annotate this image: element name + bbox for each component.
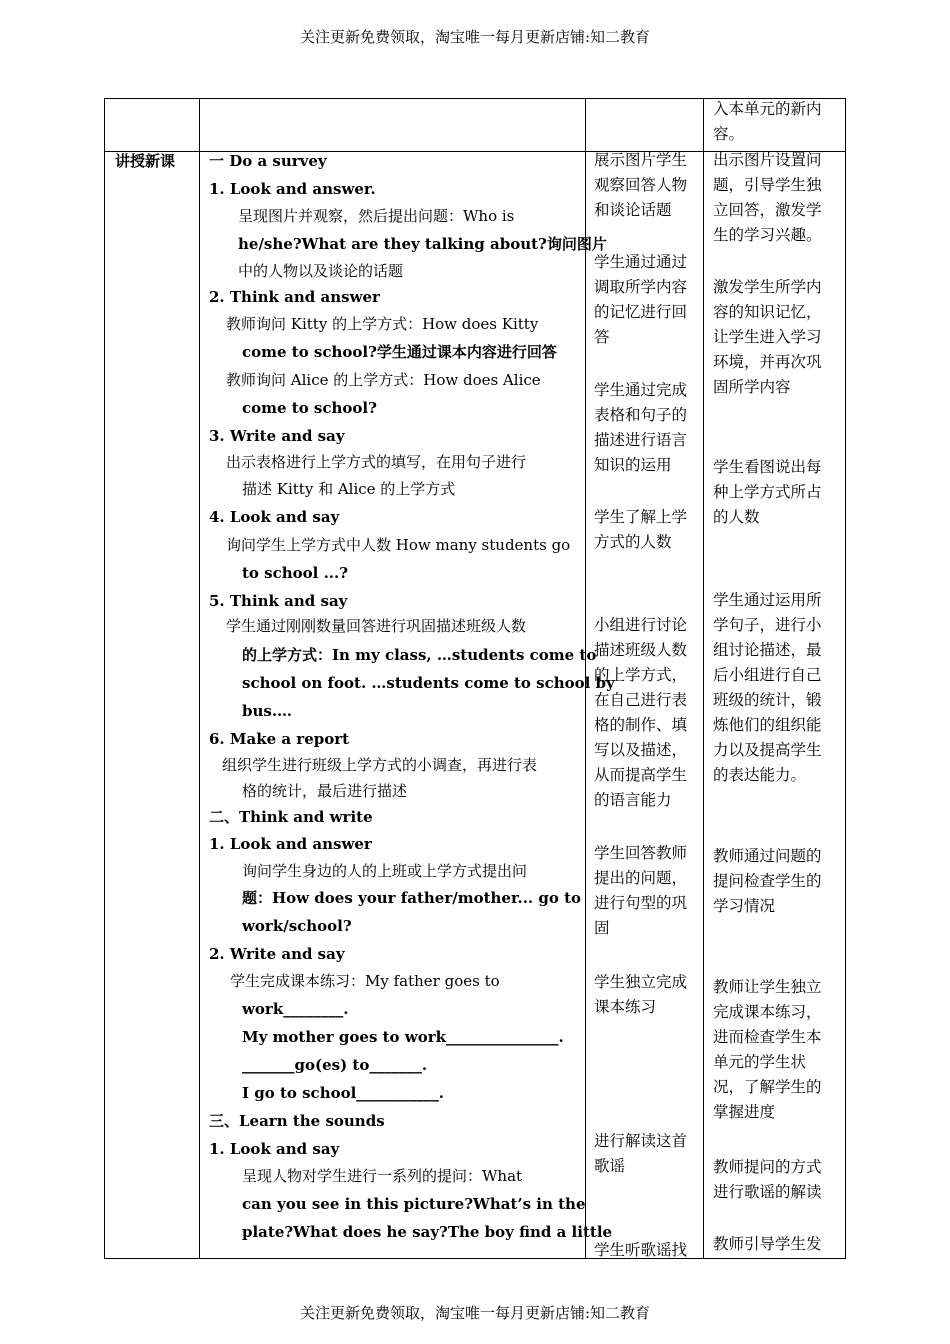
design-intent-line: 固所学内容: [713, 378, 791, 396]
design-intent-line: 的表达能力。: [713, 766, 807, 784]
content-line: 组织学生进行班级上学方式的小调查，再进行表: [222, 756, 538, 774]
design-intent-line: 教师提问的方式: [713, 1158, 822, 1176]
content-line: come to school?学生通过课本内容进行回答: [242, 343, 557, 361]
design-intent-line: 的人数: [713, 508, 760, 526]
design-intent-line: 教师让学生独立: [713, 978, 822, 996]
content-line: 4. Look and say: [209, 508, 340, 526]
content-line: 一 Do a survey: [209, 152, 327, 170]
design-intent-line: 况，了解学生的: [713, 1078, 822, 1096]
design-intent-line: 掌握进度: [713, 1103, 776, 1121]
content-line: 3. Write and say: [209, 427, 345, 445]
design-intent-line: 学习情况: [713, 897, 776, 915]
student-activity-line: 学生回答教师: [594, 844, 688, 862]
content-line: can you see in this picture?What’s in the: [242, 1195, 586, 1213]
content-line: come to school?: [242, 399, 377, 417]
design-intent-line: 学生看图说出每: [713, 458, 822, 476]
design-intent-line: 单元的学生状: [713, 1053, 807, 1071]
design-intent-line: 生的学习兴趣。: [713, 226, 822, 244]
design-intent-line: 学生通过运用所: [713, 591, 822, 609]
design-intent-line: 提问检查学生的: [713, 872, 822, 890]
student-activity-line: 描述班级人数: [594, 641, 688, 659]
student-activity-line: 在自己进行表: [594, 691, 688, 709]
content-line: 的上学方式：In my class, …students come to: [242, 646, 597, 664]
student-activity-line: 固: [594, 919, 610, 937]
design-intent-line: 激发学生所学内: [713, 278, 822, 296]
student-activity-line: 学生听歌谣找: [594, 1241, 688, 1259]
student-activity-line: 答: [594, 328, 610, 346]
student-activity-line: 学生了解上学: [594, 508, 688, 526]
design-intent-line: 炼他们的组织能: [713, 716, 822, 734]
content-line: 出示表格进行上学方式的填写，在用句子进行: [226, 453, 527, 471]
content-line: 呈现人物对学生进行一系列的提问：What: [242, 1167, 523, 1185]
page-footer: 关注更新免费领取，淘宝唯一每月更新店铺:知二教育: [299, 1304, 651, 1322]
design-intent-line: 种上学方式所占: [713, 483, 822, 501]
content-line: 5. Think and say: [209, 592, 348, 610]
design-intent-line: 题，引导学生独: [713, 176, 822, 194]
student-activity-line: 的记忆进行回: [594, 303, 688, 321]
content-line: 学生通过刚刚数量回答进行巩固描述班级人数: [226, 617, 527, 635]
content-line: 二、Think and write: [209, 808, 373, 826]
content-line: I go to school___________.: [242, 1084, 445, 1102]
content-line: _______go(es) to_______.: [242, 1056, 428, 1074]
design-intent-line: 容的知识记忆，: [713, 303, 822, 321]
content-line: to school ...?: [242, 564, 349, 582]
student-activity-line: 学生独立完成: [594, 973, 688, 991]
student-activity-line: 进行句型的巩: [594, 894, 688, 912]
design-intent-line: 进行歌谣的解读: [713, 1183, 822, 1201]
content-line: 1. Look and say: [209, 1140, 340, 1158]
content-line: work________.: [242, 1000, 349, 1018]
column-divider: [199, 99, 200, 1258]
design-intent-line: 学句子，进行小: [713, 616, 822, 634]
student-activity-line: 进行解读这首: [594, 1132, 688, 1150]
content-line: 教师询问 Alice 的上学方式：How does Alice: [226, 371, 541, 389]
design-intent-line: 教师通过问题的: [713, 847, 822, 865]
column-divider: [703, 99, 704, 1258]
content-line: bus.…: [242, 702, 293, 720]
design-intent-line: 环境，并再次巩: [713, 353, 822, 371]
design-intent-line: 组讨论描述，最: [713, 641, 822, 659]
section-label: 讲授新课: [115, 152, 176, 170]
student-activity-line: 方式的人数: [594, 533, 672, 551]
student-activity-line: 的语言能力: [594, 791, 672, 809]
content-line: 题：How does your father/mother... go to: [242, 889, 582, 907]
row0-col4-line: 入本单元的新内: [713, 100, 822, 118]
content-line: 三、Learn the sounds: [209, 1112, 385, 1130]
student-activity-line: 描述进行语言: [594, 431, 688, 449]
student-activity-line: 学生通过通过: [594, 253, 688, 271]
content-line: My mother goes to work_______________.: [242, 1028, 564, 1046]
content-line: 学生完成课本练习：My father goes to: [230, 972, 500, 990]
student-activity-line: 知识的运用: [594, 456, 672, 474]
content-line: 教师询问 Kitty 的上学方式：How does Kitty: [226, 315, 539, 333]
design-intent-line: 让学生进入学习: [713, 328, 822, 346]
page-header: 关注更新免费领取，淘宝唯一每月更新店铺:知二教育: [299, 28, 651, 46]
design-intent-line: 完成课本练习，: [713, 1003, 822, 1021]
student-activity-line: 调取所学内容: [594, 278, 688, 296]
content-line: 1. Look and answer.: [209, 180, 376, 198]
design-intent-line: 立回答，激发学: [713, 201, 822, 219]
content-line: 询问学生上学方式中人数 How many students go: [226, 536, 571, 554]
content-line: 6. Make a report: [209, 730, 350, 748]
design-intent-line: 班级的统计，锻: [713, 691, 822, 709]
design-intent-line: 教师引导学生发: [713, 1235, 822, 1253]
student-activity-line: 表格和句子的: [594, 406, 688, 424]
design-intent-line: 后小组进行自己: [713, 666, 822, 684]
content-line: 询问学生身边的人的上班或上学方式提出问: [242, 862, 528, 880]
student-activity-line: 观察回答人物: [594, 176, 688, 194]
content-line: work/school?: [242, 917, 352, 935]
student-activity-line: 课本练习: [594, 998, 657, 1016]
content-line: 2. Think and answer: [209, 288, 380, 306]
student-activity-line: 小组进行讨论: [594, 616, 688, 634]
content-line: plate?What does he say?The boy find a little: [242, 1223, 613, 1241]
design-intent-line: 出示图片设置问: [713, 151, 822, 169]
student-activity-line: 展示图片学生: [594, 151, 688, 169]
student-activity-line: 和谈论话题: [594, 201, 672, 219]
content-line: he/she?What are they talking about?询问图片: [238, 235, 607, 253]
student-activity-line: 歌谣: [594, 1157, 626, 1175]
content-line: 呈现图片并观察，然后提出问题：Who is: [238, 207, 515, 225]
row0-col4-line: 容。: [713, 125, 745, 143]
student-activity-line: 格的制作、填: [594, 716, 688, 734]
content-line: 描述 Kitty 和 Alice 的上学方式: [242, 480, 456, 498]
design-intent-line: 进而检查学生本: [713, 1028, 822, 1046]
content-line: 中的人物以及谈论的话题: [238, 262, 404, 280]
content-line: 格的统计，最后进行描述: [242, 782, 408, 800]
student-activity-line: 从而提高学生: [594, 766, 688, 784]
lesson-plan-table: [104, 98, 846, 1259]
student-activity-line: 的上学方式，: [594, 666, 688, 684]
student-activity-line: 写以及描述，: [594, 741, 688, 759]
content-line: 1. Look and answer: [209, 835, 372, 853]
design-intent-line: 力以及提高学生: [713, 741, 822, 759]
content-line: school on foot. …students come to school by: [242, 674, 615, 692]
content-line: 2. Write and say: [209, 945, 345, 963]
student-activity-line: 学生通过完成: [594, 381, 688, 399]
student-activity-line: 提出的问题，: [594, 869, 688, 887]
